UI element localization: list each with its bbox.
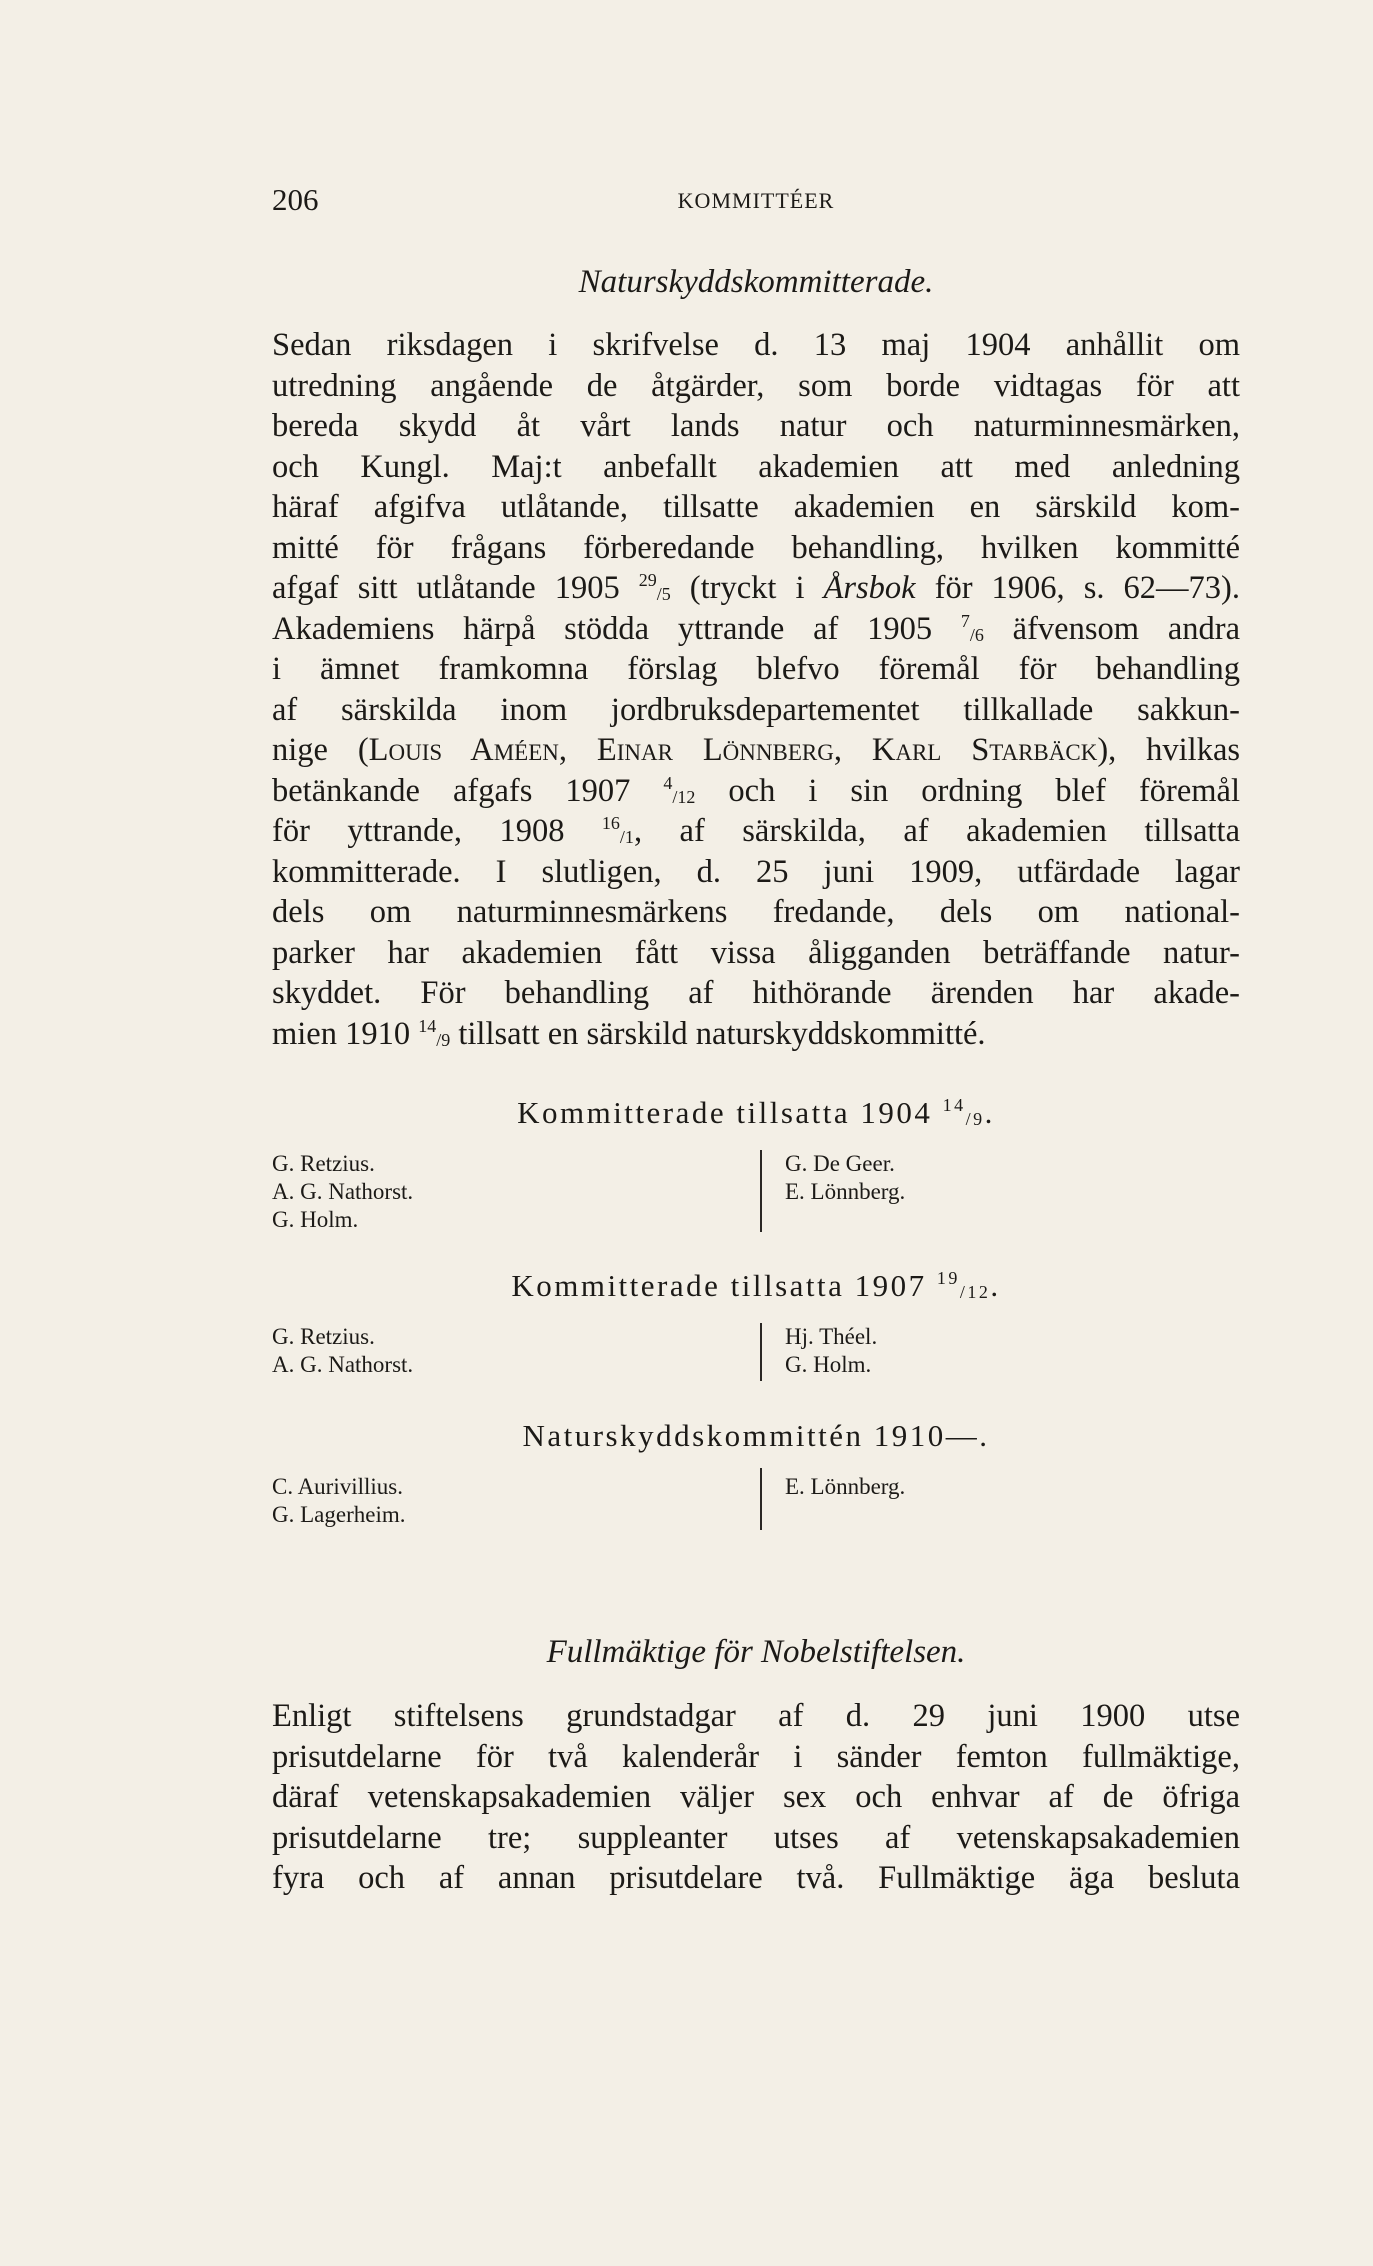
text-line: i ämnet framkomna förslag blefvo föremål för behandling xyxy=(272,651,1240,687)
text-line: för yttrande, 1908 $^{16}_{/1}$, af särskilda, af akademien tillsatta xyxy=(272,813,1240,849)
member-name: A. G. Nathorst. xyxy=(272,1179,414,1204)
text-line: Enligt stiftelsens grundstadgar af d. 29 juni 1900 utse xyxy=(272,1698,1240,1734)
fraction-denominator: /12 xyxy=(959,1282,991,1302)
column-divider xyxy=(760,1323,762,1381)
fraction-denominator: /6 xyxy=(969,624,984,645)
person-name: Einar Lönnberg xyxy=(596,732,834,768)
text-line: mitté för frågans förberedande behandling, hvilken kommitté xyxy=(272,529,1240,566)
text-line: och Kungl. Maj:t anbefallt akademien att med anledning xyxy=(272,448,1240,485)
paragraph-nobel xyxy=(272,1696,1240,1899)
section-heading-nobel: Fullmäktige för Nobelstiftelsen. xyxy=(546,1634,966,1670)
text-line: kommitterade. I slutligen, d. 25 juni 1909, utfärdade lagar xyxy=(272,853,1240,890)
fraction-numerator: 7 xyxy=(960,610,970,631)
text-line: betänkande afgafs 1907 $^4_{/12}$ och i sin ordning blef föremål xyxy=(272,772,1240,809)
section-heading-naturskydd: Naturskyddskommitterade. xyxy=(578,264,934,300)
committee-title-1907: Kommitterade tillsatta 1907 $^{19}_{/12}$. xyxy=(511,1268,1001,1303)
column-divider xyxy=(760,1150,762,1232)
fraction-numerator: 29 xyxy=(638,570,657,590)
page-number: 206 xyxy=(272,182,319,217)
committee-members-right xyxy=(785,1150,905,1206)
member-name: Hj. Théel. xyxy=(785,1324,878,1349)
committee-title-1910: Naturskyddskommittén 1910—. xyxy=(522,1418,990,1453)
fraction-denominator: /9 xyxy=(436,1029,451,1050)
fraction-denominator: /1 xyxy=(619,827,634,847)
member-name: G. De Geer. xyxy=(785,1151,895,1176)
text-line: Akademiens härpå stödda yttrande af 1905 $^7_{/6}$ äfvensom andra xyxy=(272,610,1240,647)
committee-members-right xyxy=(785,1323,877,1379)
committee-members-right xyxy=(785,1473,905,1501)
text-line: Sedan riksdagen i skrifvelse d. 13 maj 1904 anhållit om xyxy=(272,327,1240,363)
text-line: häraf afgifva utlåtande, tillsatte akademien en särskild kom- xyxy=(272,489,1240,525)
member-name: A. G. Nathorst. xyxy=(272,1352,414,1377)
committee-title-1904: Kommitterade tillsatta 1904 $^{14}_{/9}$. xyxy=(517,1095,995,1130)
member-name: C. Aurivillius. xyxy=(272,1474,403,1499)
column-divider xyxy=(760,1468,762,1530)
fraction-numerator: 19 xyxy=(936,1268,960,1288)
paragraph-naturskydd xyxy=(272,325,1240,1054)
running-head: KOMMITTÉER xyxy=(677,188,835,213)
member-name: G. Retzius. xyxy=(272,1324,375,1349)
member-name: G. Holm. xyxy=(785,1352,872,1377)
text-line: fyra och af annan prisutdelare två. Fullmäktige äga besluta xyxy=(272,1860,1240,1896)
page-header xyxy=(272,182,1240,222)
text-line: af särskilda inom jordbruksdepartementet tillkallade sakkun- xyxy=(272,691,1240,728)
text-line: prisutdelarne tre; suppleanter utses af vetenskapsakademien xyxy=(272,1819,1240,1856)
committee-members-left xyxy=(272,1323,413,1379)
text-line: nige (Louis Améen, Einar Lönnberg, Karl Starbäck), hvilkas xyxy=(272,732,1241,768)
fraction-denominator: /12 xyxy=(672,786,696,807)
text-line: parker har akademien fått vissa åligganden beträffande natur- xyxy=(272,934,1240,971)
text-line: mien 1910 $^{14}_{/9}$ tillsatt en särskild naturskyddskommitté. xyxy=(272,1015,986,1052)
member-name: E. Lönnberg. xyxy=(785,1474,906,1499)
text-line: prisutdelarne för två kalenderår i sänder femton fullmäktige, xyxy=(272,1738,1240,1775)
person-name: Louis Améen xyxy=(368,732,559,768)
member-name: G. Holm. xyxy=(272,1207,359,1232)
fraction-numerator: 4 xyxy=(663,772,673,793)
member-name: G. Lagerheim. xyxy=(272,1502,406,1527)
member-name: G. Retzius. xyxy=(272,1151,375,1176)
member-name: E. Lönnberg. xyxy=(785,1179,906,1204)
text-line: utredning angående de åtgärder, som borde vidtagas för att xyxy=(272,367,1240,404)
fraction-numerator: 16 xyxy=(601,813,620,833)
fraction-numerator: 14 xyxy=(418,1015,437,1036)
person-name: Karl Starbäck xyxy=(871,732,1098,768)
text-line: skyddet. För behandling af hithörande ärenden har akade- xyxy=(272,975,1240,1011)
text-line: afgaf sitt utlåtande 1905 $^{29}_{/5}$ (tryckt i Årsbok för 1906, s. 62—73). xyxy=(272,570,1240,606)
text-line: dels om naturminnesmärkens fredande, dels om national- xyxy=(272,894,1240,930)
fraction-denominator: /9 xyxy=(965,1109,985,1129)
fraction-denominator: /5 xyxy=(656,584,671,604)
committee-members-left xyxy=(272,1473,405,1529)
text-line: bereda skydd åt vårt lands natur och naturminnesmärken, xyxy=(272,408,1240,444)
italic-title: Årsbok xyxy=(823,570,916,606)
fraction-numerator: 14 xyxy=(942,1095,966,1115)
committee-members-left xyxy=(272,1150,413,1234)
text-line: däraf vetenskapsakademien väljer sex och enhvar af de öfriga xyxy=(272,1779,1240,1815)
